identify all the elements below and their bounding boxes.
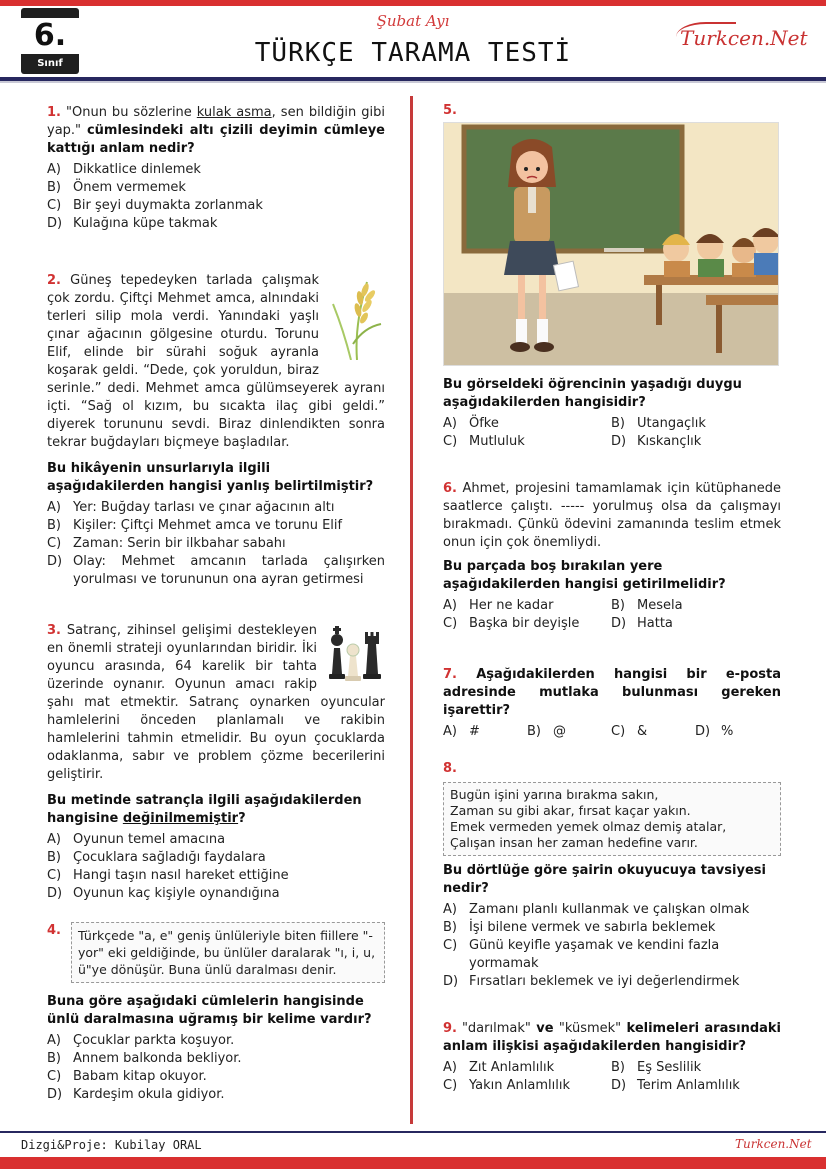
question-number: 9. (443, 1021, 457, 1036)
options-list (443, 597, 781, 633)
option-d[interactable]: D) Kıskançlık (611, 434, 702, 449)
options-list (443, 1059, 781, 1095)
passage: Satranç, zihinsel gelişimi destekleyen en önemli strateji oyunlarından biridir. İki oyuncu arasında, 64 karelik bir tahta üzerinde oynanır. Oyunun amacı rakip şahı mat etmektir. Satranç oynarken oyuncular hamlelerini önceden planlamalı ve rakibin hamlelerini tahmin etmelidir. Bu oyun çocuklarda odaklanma, sabır ve problem çözme becerilerini geliştirir. (47, 623, 385, 782)
question-stem: Bu metinde satrançla ilgili aşağıdakilerden hangisine değinilmemiştir? (47, 793, 362, 826)
question-4 (47, 922, 385, 1104)
question-text: , sen bildiğin gibi yap." (47, 105, 385, 138)
wheat-illustration (327, 274, 385, 360)
options-list (47, 831, 385, 903)
question-text: "Onun bu sözlerine (66, 105, 197, 120)
grade-label: Sınıf (37, 58, 63, 69)
option-b[interactable]: B) @ (527, 724, 566, 739)
option-b[interactable]: B) Çocuklara sağladığı faydalara (47, 850, 266, 865)
option-b[interactable]: B) Utangaçlık (611, 416, 706, 431)
classroom-scene-image (444, 123, 779, 366)
question-6 (443, 480, 781, 633)
option-a[interactable]: A) # (443, 724, 480, 739)
options-list (47, 161, 385, 233)
question-number: 7. (443, 667, 457, 682)
poem-box (443, 782, 781, 856)
option-a[interactable]: A) Her ne kadar (443, 598, 554, 613)
footer-rule (0, 1131, 826, 1133)
question-stem: cümlesindeki altı çizili deyimin cümleye kattığı anlam nedir? (47, 123, 385, 156)
keyword: "küsmek" (558, 1021, 622, 1036)
column-divider (410, 96, 413, 1124)
option-a[interactable]: A) Yer: Buğday tarlası ve çınar ağacının altı (47, 500, 335, 515)
passage: Güneş tepedeyken tarlada çalışmak çok zordu. Çiftçi Mehmet amca, alnındaki terleri silip mola verdi. Yanındaki yaşlı çınar ağacının gölgesine oturdu. Torunu Elif, elinde bir sürahi soğuk ayranla koşarak geldi. “Dede, çok yoruldun, biraz serinle.” dedi. Mehmet amca gülümseyerek ayranı içti. “Sağ ol kızım, bu sıcakta ilaç gibi geldi.” diyerek torununu sevdi. Biraz dinlendikten sonra tekrar buğdayları biçmeye başladılar. (47, 273, 385, 450)
option-a[interactable]: A) Zamanı planlı kullanmak ve çalışkan olmak (443, 902, 750, 917)
poem-line: Bugün işini yarına bırakma sakın, (450, 787, 659, 802)
question-number: 6. (443, 481, 457, 496)
option-c[interactable]: C) Babam kitap okuyor. (47, 1069, 207, 1084)
chess-illustration (323, 622, 385, 682)
option-c[interactable]: C) Günü keyifle yaşamak ve kendini fazla yormamak (443, 938, 720, 971)
option-a[interactable]: A) Öfke (443, 416, 499, 431)
option-b[interactable]: B) Mesela (611, 598, 683, 613)
question-2 (47, 272, 385, 589)
question-stem: kelimeleri arasındaki anlam ilişkisi aşağıdakilerden hangisidir? (443, 1021, 781, 1054)
bottom-stripe (0, 1157, 826, 1169)
question-number: 3. (47, 623, 61, 638)
keyword: "darılmak" (461, 1021, 531, 1036)
page-title: TÜRKÇE TARAMA TESTİ (254, 38, 572, 68)
header-rule-secondary (0, 81, 826, 83)
options-list (47, 1032, 385, 1104)
info-box: Türkçede "a, e" geniş ünlüleriyle biten fiillere "-yor" eki geldiğinde, bu ünlüler daralarak "ı, i, u, ü"ye dönüşür. Buna ünlü daralması denir. (71, 922, 385, 983)
question-7 (443, 666, 781, 741)
option-c[interactable]: C) Mutluluk (443, 434, 525, 449)
question-stem: Bu hikâyenin unsurlarıyla ilgili aşağıdakilerden hangisi yanlış belirtilmiştir? (47, 461, 374, 494)
poem-line: Zaman su gibi akar, fırsat kaçar yakın. (450, 803, 691, 818)
option-d[interactable]: D) Terim Anlamlılık (611, 1078, 740, 1093)
brand-logo[interactable]: Turkcen.Net (680, 26, 808, 50)
option-d[interactable]: D) Kardeşim okula gidiyor. (47, 1087, 225, 1102)
question-stem: Bu dörtlüğe göre şairin okuyucuya tavsiyesi nedir? (443, 863, 766, 896)
footer-brand-logo[interactable]: Turkcen.Net (735, 1137, 812, 1151)
question-stem: Buna göre aşağıdaki cümlelerin hangisinde ünlü daralmasına uğramış bir kelime vardır? (47, 994, 372, 1027)
option-a[interactable]: A) Çocuklar parkta koşuyor. (47, 1033, 235, 1048)
option-d[interactable]: D) Oyunun kaç kişiyle oynandığına (47, 886, 280, 901)
question-9: 9. "darılmak" ve "küsmek" kelimeleri arasındaki anlam ilişkisi aşağıdakilerden hangisidir? A) Zıt Anlamlılık B) Eş Seslilik C) Yakın Anlamlılık D) Terim Anlamlılık (443, 1021, 781, 1093)
question-stem: Aşağıdakilerden hangisi bir e-posta adresinde mutlaka bulunması gereken işarettir? (443, 667, 781, 718)
classroom-illustration (443, 122, 779, 366)
month-label: Şubat Ayı (376, 12, 450, 30)
options-list (443, 415, 781, 451)
options-list (443, 901, 781, 991)
question-number: 2. (47, 273, 61, 288)
option-c[interactable]: C) Zaman: Serin bir ilkbahar sabahı (47, 536, 286, 551)
option-d[interactable]: D) Fırsatları beklemek ve iyi değerlendirmek (443, 974, 740, 989)
poem-line: Emek vermeden yemek olmaz demiş atalar, (450, 819, 727, 834)
options-list (47, 499, 385, 589)
question-number: 4. (47, 923, 61, 938)
footer-credit: Dizgi&Proje: Kubilay ORAL (21, 1138, 202, 1152)
option-a[interactable]: A) Oyunun temel amacına (47, 832, 226, 847)
option-b[interactable]: B) İşi bilene vermek ve sabırla beklemek (443, 920, 716, 935)
question-number: 8. (443, 761, 457, 776)
question-5 (443, 102, 781, 451)
option-c[interactable]: C) Hangi taşın nasıl hareket ettiğine (47, 868, 289, 883)
option-d[interactable]: D) Hatta (611, 616, 673, 631)
question-stem: Bu görseldeki öğrencinin yaşadığı duygu aşağıdakilerden hangisidir? (443, 377, 742, 410)
option-c[interactable]: C) Bir şeyi duymakta zorlanmak (47, 198, 263, 213)
option-a[interactable]: A) Zıt Anlamlılık (443, 1060, 555, 1075)
option-c[interactable]: C) & (611, 724, 648, 739)
poem-line: Çalışan insan her zaman hedefine varır. (450, 835, 698, 850)
option-b[interactable]: B) Kişiler: Çiftçi Mehmet amca ve torunu Elif (47, 518, 343, 533)
option-d[interactable]: D) % (695, 724, 734, 739)
question-3 (47, 622, 385, 903)
question-stem: Bu parçada boş bırakılan yere aşağıdakilerden hangisi getirilmelidir? (443, 559, 726, 592)
question-8 (443, 760, 781, 991)
underlined-idiom: kulak asma (196, 105, 272, 120)
option-c[interactable]: C) Yakın Anlamlılık (443, 1078, 570, 1093)
question-1 (47, 104, 385, 233)
grade-number: 6. (21, 18, 79, 54)
underlined-word: değinilmemiştir (122, 811, 239, 826)
question-number: 1. (47, 105, 61, 120)
option-d[interactable]: D) Kulağına küpe takmak (47, 216, 218, 231)
chess-pieces-icon (323, 622, 385, 682)
option-b[interactable]: B) Eş Seslilik (611, 1060, 702, 1075)
option-b[interactable]: B) Annem balkonda bekliyor. (47, 1051, 242, 1066)
passage: Ahmet, projesini tamamlamak için kütüphanede saatlerce çalıştı. ----- yorulmuş olsa da çalışmayı bırakmadı. Çünkü ödevini zamanında teslim etmek onun için çok önemliydi. (443, 481, 782, 550)
top-stripe (0, 0, 826, 6)
option-d[interactable]: D) Olay: Mehmet amcanın tarlada çalışırken yorulması ve torununun ona ayran getirmesi (47, 554, 385, 587)
wheat-icon (327, 274, 385, 360)
question-number: 5. (443, 103, 457, 118)
option-a[interactable]: A) Dikkatlice dinlemek (47, 162, 201, 177)
option-c[interactable]: C) Başka bir deyişle (443, 616, 580, 631)
option-b[interactable]: B) Önem vermemek (47, 180, 186, 195)
options-list (443, 723, 781, 741)
